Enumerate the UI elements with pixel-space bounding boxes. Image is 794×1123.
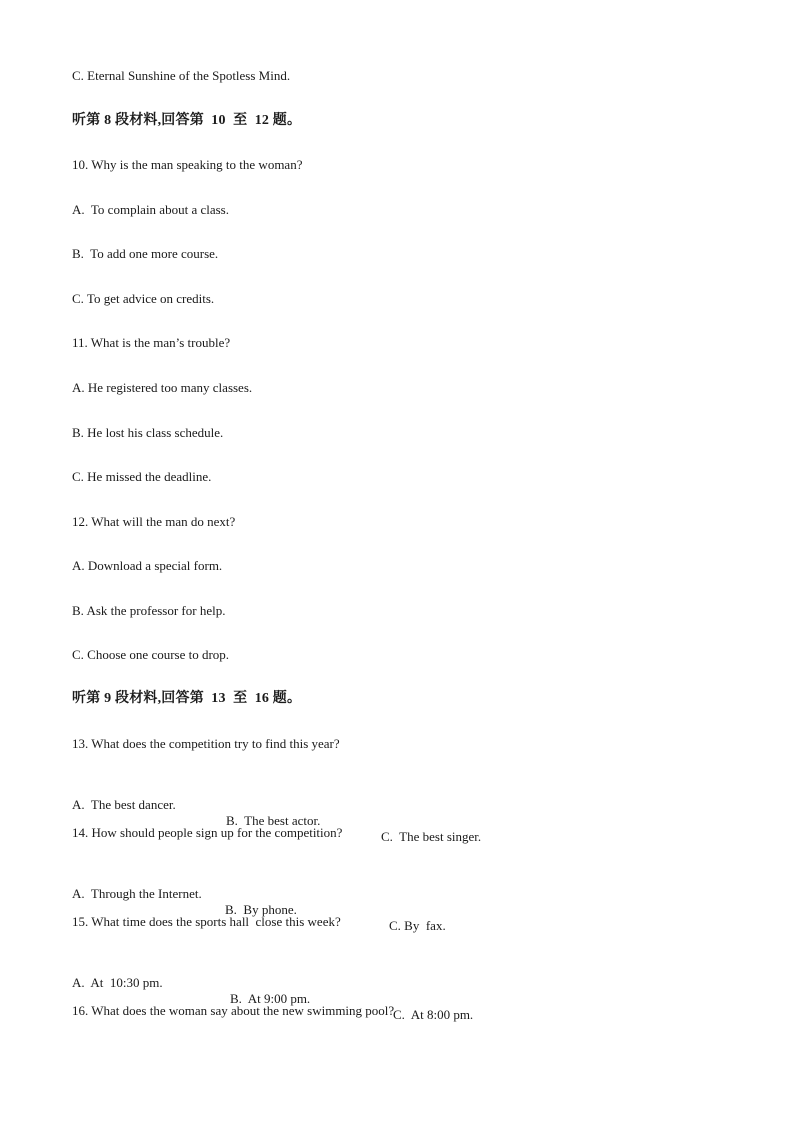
option-a-q12: A. Download a special form. [72,558,223,573]
option-a-q14: A. Through the Internet. [72,886,202,901]
option-c-q11: C. He missed the deadline. [72,469,212,484]
option-c-q10: C. To get advice on credits. [72,291,215,306]
option-c-q14: C. By fax. [389,918,446,933]
option-b-q10: B. To add one more course. [72,246,219,261]
option-b-q14: B. By phone. [225,902,297,917]
option-b-q11: B. He lost his class schedule. [72,425,224,440]
option-b-q15: B. At 9:00 pm. [230,991,311,1006]
question-10: 10. Why is the man speaking to the woman? [72,157,303,172]
option-a-q11: A. He registered too many classes. [72,380,253,395]
option-b-q13: B. The best actor. [226,813,321,828]
question-15: 15. What time does the sports hall close this week? [72,914,341,929]
option-b-q12: B. Ask the professor for help. [72,603,226,618]
question-16: 16. What does the woman say about the new swimming pool? [72,1003,395,1018]
section-heading-9: 听第 9 段材料,回答第 13 至 16 题。 [72,691,302,706]
question-13: 13. What does the competition try to find this year? [72,736,340,751]
option-a-q15: A. At 10:30 pm. [72,975,163,990]
option-c-q15: C. At 8:00 pm. [393,1007,474,1022]
option-a-q10: A. To complain about a class. [72,202,229,217]
option-c-q9: C. Eternal Sunshine of the Spotless Mind. [72,68,291,83]
option-a-q13: A. The best dancer. [72,797,176,812]
question-11: 11. What is the man’s trouble? [72,335,231,350]
option-c-q13: C. The best singer. [381,829,482,844]
option-c-q12: C. Choose one course to drop. [72,647,230,662]
question-14: 14. How should people sign up for the competition? [72,825,343,840]
section-heading-8: 听第 8 段材料,回答第 10 至 12 题。 [72,113,302,128]
question-12: 12. What will the man do next? [72,514,236,529]
